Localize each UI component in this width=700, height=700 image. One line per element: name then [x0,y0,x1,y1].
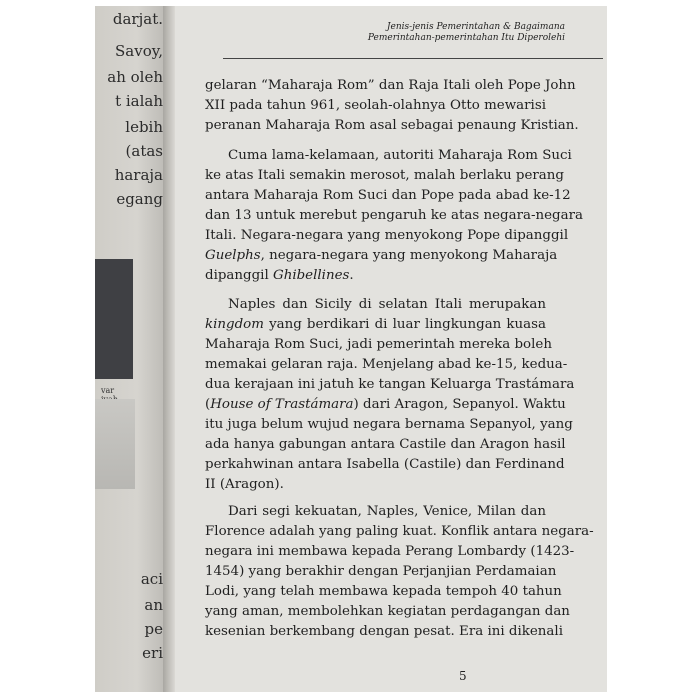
text-line: II (Aragon). [205,477,284,492]
left-page-text: ah oleh [107,68,163,86]
left-page-text: (atas [125,142,163,160]
left-page-text: eri [142,644,163,662]
text-line: kingdom yang berdikari di luar lingkungan kuasa [205,317,546,332]
text-line: negara ini membawa kepada Perang Lombardy (1423- [205,544,575,559]
text-line: antara Maharaja Rom Suci dan Pope pada abad ke-12 [205,188,571,203]
text-line: XII pada tahun 961, seolah-olahnya Otto mewarisi [205,98,546,113]
running-head-line: Pemerintahan-pemerintahan Itu Diperolehi [367,33,565,43]
text-line: yang aman, membolehkan kegiatan perdagangan dan [205,604,570,619]
left-page-figure [95,259,133,379]
left-page-text: Savoy, [115,42,163,60]
left-page-text: pe [144,620,163,638]
text-line: dipanggil Ghibellines. [205,268,354,283]
header-rule [223,58,603,59]
text-line: kesenian berkembang dengan pesat. Era ini dikenali [205,624,563,639]
text-line: dua kerajaan ini jatuh ke tangan Keluarga Trastámara [205,377,575,392]
text-line: Lodi, yang telah membawa kepada tempoh 40 tahun [205,584,562,599]
text-line: Itali. Negara-negara yang menyokong Pope dipanggil [205,228,569,243]
left-page-map [95,399,135,489]
text-line: gelaran “Maharaja Rom” dan Raja Itali oleh Pope John [205,78,576,93]
text-line: Dari segi kekuatan, Naples, Venice, Milan dan [228,504,546,519]
left-page-text: darjat. [112,10,163,28]
left-page-text: an [144,596,163,614]
text-line: peranan Maharaja Rom asal sebagai penaung Kristian. [205,118,579,133]
running-head-line: Jenis-jenis Pemerintahan & Bagaimana [386,22,565,32]
page-number: 5 [459,669,467,683]
text-line: (House of Trastámara) dari Aragon, Sepanyol. Waktu [205,397,566,412]
text-line: ada hanya gabungan antara Castile dan Aragon hasil [205,437,566,452]
text-line: itu juga belum wujud negara bernama Sepanyol, yang [205,417,573,432]
left-page-text: aci [140,570,163,588]
text-line: perkahwinan antara Isabella (Castile) dan Ferdinand [205,457,565,472]
text-line: Cuma lama-kelamaan, autoriti Maharaja Rom Suci [228,148,572,163]
text-line: Guelphs, negara-negara yang menyokong Maharaja [205,248,558,263]
text-line: dan 13 untuk merebut pengaruh ke atas negara-negara [205,208,583,223]
left-page-text: lebih [125,118,163,136]
text-line: ke atas Itali semakin merosot, malah berlaku perang [205,168,564,183]
book-photo [95,6,607,692]
left-page-text: t ialah [115,92,163,110]
left-page-text: egang [116,190,163,208]
running-head [275,22,565,44]
text-line: Florence adalah yang paling kuat. Konflik antara negara- [205,524,594,539]
text-line: memakai gelaran raja. Menjelang abad ke-15, kedua- [205,357,568,372]
left-page-text: haraja [114,166,163,184]
book-page [175,6,607,692]
left-facing-page [95,6,165,692]
text-line: Naples dan Sicily di selatan Itali merupakan [228,297,546,312]
figure-caption: var [101,386,115,395]
text-line: 1454) yang berakhir dengan Perjanjian Perdamaian [205,564,557,579]
text-line: Maharaja Rom Suci, jadi pemerintah mereka boleh [205,337,552,352]
